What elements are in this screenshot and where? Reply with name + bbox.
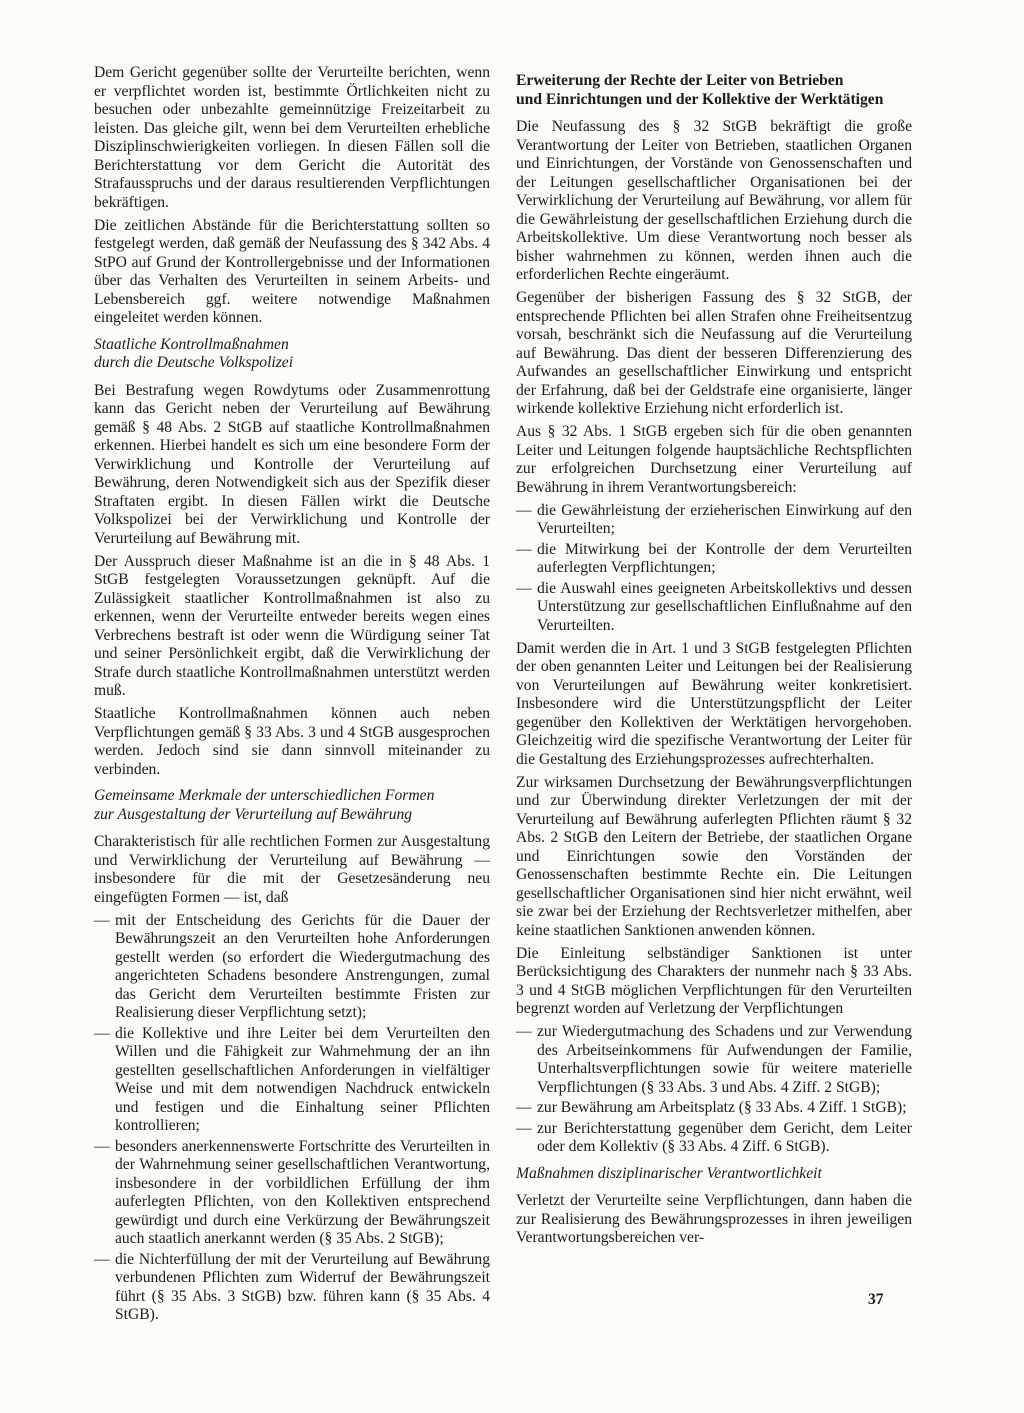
list-item: — die Auswahl eines geeigneten Arbeitskollektivs und dessen Unterstützung zur gesellschaftlichen Einflußnahme auf den Verurteilten. [516, 580, 912, 636]
list-item: — die Gewährleistung der erzieherischen Einwirkung auf den Verurteilten; [516, 502, 912, 539]
paragraph: Gegenüber der bisherigen Fassung des § 32 StGB, der entsprechende Pflichten bei allen Strafen ohne Freiheitsentzug vorsah, beschränkt sich die Neufassung auf die Verurteilung auf Bewährung. Das dient der besseren Differenzierung des Aufwandes an gesellschaftlicher Einwirkung und entspricht der Erfahrung, daß bei der Geldstrafe eine organisierte, länger wirkende kollektive Erziehung nicht erforderlich ist. [516, 289, 912, 417]
right-column [516, 64, 912, 1252]
section-heading [94, 336, 490, 373]
paragraph: Verletzt der Verurteilte seine Verpflichtungen, dann haben die zur Realisierung des Bewährungsprozesses in ihren jeweiligen Verantwortungsbereichen ver- [516, 1192, 912, 1246]
paragraph: Die Neufassung des § 32 StGB bekräftigt die große Verantwortung der Leiter von Betrieben, staatlichen Organen und Einrichtungen, der Vorstände von Genossenschaften und der Leitungen gesellschaftlicher Organisationen bei der Verwirklichung der Verurteilung auf Bewährung, vor allem für die Gewährleistung der gesellschaftlichen Erziehung durch die Arbeitskollektive. Um diese Verantwortung noch besser als bisher wahrnehmen zu können, werden ihnen auch die erforderlichen Rechte eingeräumt. [516, 118, 912, 283]
list-item: — zur Wiedergutmachung des Schadens und zur Verwendung des Arbeitseinkommens für Aufwendungen der Familie, Unterhaltsverpflichtungen sowie für weitere materielle Verpflichtungen (§ 33 Abs. 3 und Abs. 4 Ziff. 2 StGB); [516, 1023, 912, 1097]
section-heading: Maßnahmen disziplinarischer Verantwortlichkeit [516, 1164, 822, 1182]
heading-line: Staatliche Kontrollmaßnahmen [94, 335, 289, 353]
dash-list [516, 502, 912, 636]
section-heading-bold [516, 72, 912, 109]
left-column [94, 64, 490, 1329]
paragraph: Die zeitlichen Abstände für die Berichterstattung sollten so festgelegt werden, daß gemäß der Neufassung des § 342 Abs. 4 StPO auf Grund der Kontrollergebnisse und der Informationen über das Verhalten des Verurteilten in seinem Arbeits- und Lebensbereich ggf. weitere notwendige Maßnahmen eingeleitet werden können. [94, 216, 490, 326]
paragraph: Zur wirksamen Durchsetzung der Bewährungsverpflichtungen und zur Überwindung direkter Verletzungen der mit der Verurteilung auf Bewährung auferlegten Pflichten räumt § 32 Abs. 2 StGB den Leitern der Betriebe, der staatlichen Organe und Einrichtungen sowie den Vorständen der Genossenschaften bestimmte Rechte ein. Die Leitungen gesellschaftlicher Organisationen sind hier nicht erwähnt, weil sie zwar bei der Erziehung der Rechtsverletzer mithelfen, aber keine staatlichen Sanktionen anwenden können. [516, 773, 912, 939]
heading-line: Erweiterung der Rechte der Leiter von Betrieben [516, 72, 844, 89]
heading-line: zur Ausgestaltung der Verurteilung auf Bewährung [94, 805, 413, 823]
dash-list [94, 912, 490, 1325]
paragraph: Der Ausspruch dieser Maßnahme ist an die in § 48 Abs. 1 StGB festgelegten Voraussetzungen geknüpft. Auf die Zulässigkeit staatlicher Kontrollmaßnahmen ist also zu erkennen, wenn der Verurteilte entweder bereits wegen eines Verbrechens bestraft ist oder wenn die Würdigung seiner Tat und seiner Persönlichkeit ergibt, daß die Verwirklichung der Strafe durch staatliche Kontrollmaßnahmen unterstützt werden muß. [94, 552, 490, 699]
heading-line: und Einrichtungen und der Kollektive der Werktätigen [516, 90, 884, 108]
dash-list [516, 1023, 912, 1157]
paragraph: Die Einleitung selbständiger Sanktionen ist unter Berücksichtigung des Charakters der nunmehr nach § 33 Abs. 3 und 4 StGB möglichen Verpflichtungen für den Verurteilten begrenzt worden auf Verletzung der Verpflichtungen [516, 944, 912, 1017]
list-item: — besonders anerkennenswerte Fortschritte des Verurteilten in der Wahrnehmung seiner gesellschaftlichen Verantwortung, insbesondere in der vorbildlichen Erfüllung der ihm auferlegten Pflichten, von den Kollektiven entsprechend gewürdigt und durch eine Verkürzung der Bewährungszeit auch staatlich anerkannt werden (§ 35 Abs. 2 StGB); [94, 1138, 490, 1249]
list-item: — die Mitwirkung bei der Kontrolle der dem Verurteilten auferlegten Verpflichtungen; [516, 541, 912, 578]
list-item: — zur Berichterstattung gegenüber dem Gericht, dem Leiter oder dem Kollektiv (§ 33 Abs. 4 Ziff. 6 StGB). [516, 1120, 912, 1157]
list-item: — mit der Entscheidung des Gerichts für die Dauer der Bewährungszeit an den Verurteilten hohe Anforderungen gestellt werden (so erfordert die Wiedergutmachung des angerichteten Schadens besondere Anstrengungen, zumal das Gericht dem Verurteilten bestimmte Fristen zur Realisierung dieser Verpflichtung setzt); [94, 912, 490, 1023]
list-item: — zur Bewährung am Arbeitsplatz (§ 33 Abs. 4 Ziff. 1 StGB); [516, 1099, 912, 1118]
paragraph: Aus § 32 Abs. 1 StGB ergeben sich für die oben genannten Leiter und Leitungen folgende hauptsächliche Rechtspflichten zur erfolgreichen Durchsetzung einer Verurteilung auf Bewährung in ihrem Verantwortungsbereich: [516, 423, 912, 496]
paragraph: Dem Gericht gegenüber sollte der Verurteilte berichten, wenn er verpflichtet worden ist, bestimmte Örtlichkeiten nicht zu besuchen oder unbezahlte gemeinnützige Freizeitarbeit zu leisten. Das gleiche gilt, wenn bei dem Verurteilten erhebliche Disziplinschwierigkeiten vorliegen. In diesen Fällen soll die Berichterstattung vor dem Gericht die Autorität des Strafausspruchs und der daraus resultierenden Verpflichtungen bekräftigen. [94, 64, 490, 211]
heading-line: Gemeinsame Merkmale der unterschiedlichen Formen [94, 787, 435, 804]
section-heading [94, 787, 490, 824]
list-item: — die Nichterfüllung der mit der Verurteilung auf Bewährung verbundenen Pflichten zum Widerruf der Bewährungszeit führt (§ 35 Abs. 3 StGB) bzw. führen kann (§ 35 Abs. 4 StGB). [94, 1251, 490, 1325]
paragraph: Bei Bestrafung wegen Rowdytums oder Zusammenrottung kann das Gericht neben der Verurteilung auf Bewährung gemäß § 48 Abs. 2 StGB auf staatliche Kontrollmaßnahmen erkennen. Hierbei handelt es sich um eine besondere Form der Verwirklichung und Kontrolle der Verurteilung auf Bewährung, deren Notwendigkeit sich aus der Spezifik dieser Straftaten ergibt. In diesen Fällen wirkt die Deutsche Volkspolizei bei der Verwirklichung und Kontrolle der Verurteilung auf Bewährung mit. [94, 381, 490, 547]
paragraph: Charakteristisch für alle rechtlichen Formen zur Ausgestaltung und Verwirklichung der Verurteilung auf Bewährung — insbesondere für die mit der Gesetzesänderung neu eingefügten Formen — ist, daß [94, 833, 490, 906]
page-number: 37 [868, 1291, 884, 1308]
paragraph: Damit werden die in Art. 1 und 3 StGB festgelegten Pflichten der oben genannten Leiter und Leitungen bei der Realisierung von Verurteilungen auf Bewährung weiter konkretisiert. Insbesondere wird die Unterstützungspflicht der Leiter gegenüber den Kollektiven der Werktätigen hervorgehoben. Gleichzeitig wird die spezifische Verantwortung der Leiter für die Gestaltung des Erziehungsprozesses aufrechterhalten. [516, 639, 912, 768]
paragraph: Staatliche Kontrollmaßnahmen können auch neben Verpflichtungen gemäß § 33 Abs. 3 und 4 StGB ausgesprochen werden. Jedoch sind sie dann sinnvoll miteinander zu verbinden. [94, 705, 490, 778]
heading-line: durch die Deutsche Volkspolizei [94, 354, 294, 371]
list-item: — die Kollektive und ihre Leiter bei dem Verurteilten den Willen und die Fähigkeit zur Wahrnehmung der an ihn gestellten gesellschaftlichen Anforderungen in vielfältiger Weise und mit dem notwendigen Nachdruck entwickeln und festigen und die Einhaltung seiner Pflichten kontrollieren; [94, 1025, 490, 1136]
